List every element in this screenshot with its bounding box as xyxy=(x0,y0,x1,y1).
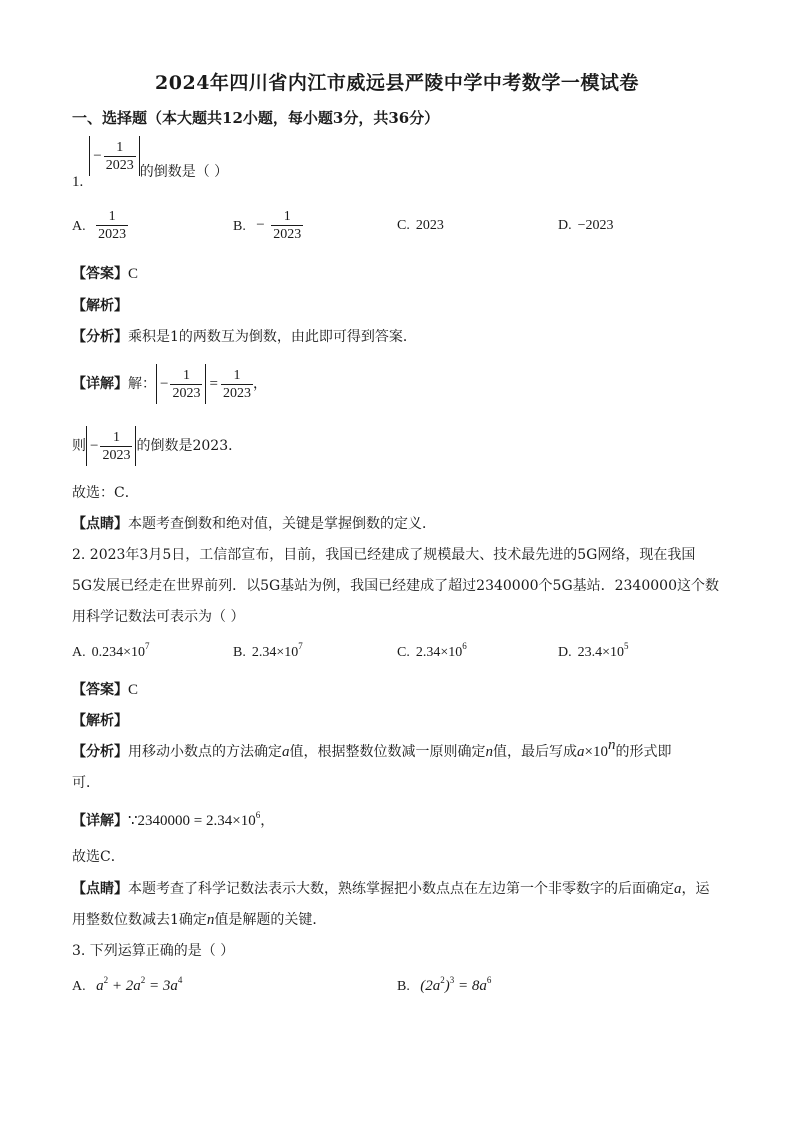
fraction: $\frac{1}{2023}$ xyxy=(273,209,302,242)
absolute-value-expression: − $\frac{1}{2023}$ xyxy=(156,364,206,404)
answer-line: 【答案】C xyxy=(72,266,139,282)
option-b: B. $(2a^2)^3 = 8a^6$ xyxy=(397,975,492,994)
question-number: 1. xyxy=(72,174,84,190)
page-title: 2024年四川省内江市威远县严陵中学中考数学一模试卷 xyxy=(155,72,639,94)
analysis-label: 【解析】 xyxy=(72,713,128,729)
option-a: A. $\frac{1}{2023}$ xyxy=(72,209,127,242)
option-a: A. $a^2 + 2a^2 = 3a^4$ xyxy=(72,975,183,994)
fraction: $\frac{1}{2023}$ xyxy=(105,139,134,173)
choose-line: 故选C． xyxy=(72,849,125,865)
analysis-fenxi: 【分析】用移动小数点的方法确定a值，根据整数位数减一原则确定n值，最后写成$a\times 10^n$的形式即 xyxy=(72,737,672,760)
option-b: B. $2.34\times 10^7$ xyxy=(233,641,303,660)
option-c: C. $2.34\times 10^6$ xyxy=(397,641,467,660)
detail-line: 【详解】∵2340000 = $2.34\times 10^6$， xyxy=(72,810,275,829)
question-3-stem: 3. 下列运算正确的是（ ） xyxy=(72,943,235,959)
then-line: 则 − $\frac{1}{2023}$ 的倒数是2023． xyxy=(72,424,242,468)
comment-line: 【点睛】本题考查了科学记数法表示大数，熟练掌握把小数点点在左边第一个非零数字的后面确定a，运 xyxy=(72,881,710,897)
answer-line: 【答案】C xyxy=(72,682,139,698)
comment-line: 【点睛】本题考查倒数和绝对值，关键是掌握倒数的定义． xyxy=(72,516,436,532)
option-b: B. − $\frac{1}{2023}$ xyxy=(233,209,302,242)
option-c: C. 2023 xyxy=(397,218,444,233)
detail-line: 【详解】 解： − $\frac{1}{2023}$ = $\frac{1}{2023}$ ， xyxy=(72,362,267,406)
absolute-value-expression: − $\frac{1}{2023}$ xyxy=(86,426,136,466)
fraction: $\frac{1}{2023}$ xyxy=(222,367,251,401)
analysis-fenxi: 【分析】乘积是1的两数互为倒数，由此即可得到答案． xyxy=(72,329,417,345)
analysis-fenxi-line-2: 可． xyxy=(72,775,100,791)
question-1-stem: 1. − $\frac{1}{2023}$ 的倒数是（ ） xyxy=(72,144,228,192)
question-2-stem-line-2: 5G发展已经走在世界前列．以5G基站为例，我国已经建成了超过2340000个5G基站．2340000这个数 xyxy=(72,578,719,594)
option-d: D. −2023 xyxy=(558,218,614,233)
absolute-value-expression: − $\frac{1}{2023}$ xyxy=(89,136,139,176)
section-heading: 一、选择题（本大题共12小题，每小题3分，共36分） xyxy=(72,109,440,127)
fraction: $\frac{1}{2023}$ xyxy=(172,367,201,401)
comment-line-2: 用整数位数减去1确定n值是解题的关键． xyxy=(72,912,327,928)
option-a: A. $0.234\times 10^7$ xyxy=(72,641,150,660)
choose-line: 故选：C． xyxy=(72,485,139,501)
fraction: $\frac{1}{2023}$ xyxy=(98,209,127,242)
option-d: D. $23.4\times 10^5$ xyxy=(558,641,629,660)
question-2-stem-line-1: 2. 2023年3月5日，工信部宣布，目前，我国已经建成了规模最大、技术最先进的5G网络，现在我国 xyxy=(72,547,696,563)
question-2-stem-line-3: 用科学记数法可表示为（ ） xyxy=(72,609,245,625)
fraction: $\frac{1}{2023}$ xyxy=(102,429,131,463)
analysis-label: 【解析】 xyxy=(72,298,128,314)
